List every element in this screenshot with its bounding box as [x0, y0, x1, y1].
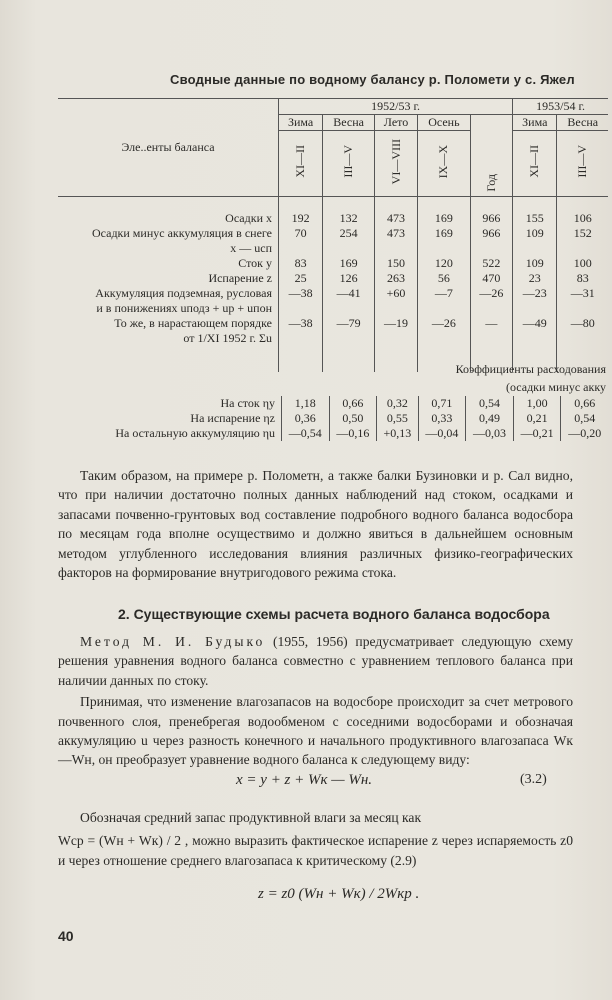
page-number: 40 — [58, 928, 74, 944]
table-cell: 966 — [470, 197, 513, 227]
table-cell: 473 — [374, 197, 417, 227]
paragraph-2-text: (1955, 1956) предусматривает следующую схему решения уравнения водного баланса совместно с уравнением теплового баланса при наличии данных по стоку. — [58, 634, 573, 688]
year-header-1952: 1952/53 г. — [279, 99, 513, 115]
row-label: x — uсп — [230, 241, 272, 255]
table-cell — [418, 241, 471, 256]
coefficients-note — [456, 360, 606, 396]
water-balance-table — [58, 98, 608, 372]
table-cell: 966 — [470, 226, 513, 241]
coefficient-cell: —0,54 — [282, 426, 330, 441]
months-header: XI—II — [293, 145, 308, 178]
table-cell: 169 — [418, 226, 471, 241]
year-total-header: Год — [483, 174, 498, 192]
table-row — [58, 197, 608, 227]
table-row — [58, 316, 608, 331]
table-cell: —41 — [323, 286, 375, 301]
months-header: XI—II — [527, 145, 542, 178]
coefficient-row — [58, 411, 608, 426]
table-cell: —26 — [470, 286, 513, 301]
season-header: Лето — [374, 115, 417, 131]
table-cell — [513, 301, 557, 316]
table-cell: 83 — [557, 271, 608, 286]
table-cell: —31 — [557, 286, 608, 301]
equation-3-2: x = y + z + Wк — Wн. — [236, 772, 373, 788]
table-cell: —38 — [279, 286, 323, 301]
table-cell: 100 — [557, 256, 608, 271]
table-cell: 473 — [374, 226, 417, 241]
coefficient-cell: —0,03 — [466, 426, 514, 441]
table-cell: 120 — [418, 256, 471, 271]
method-author: Метод М. И. Будыко — [80, 634, 266, 649]
table-cell — [557, 331, 608, 346]
coefficient-cell: 0,54 — [466, 396, 514, 411]
table-cell: 470 — [470, 271, 513, 286]
table-cell: 23 — [513, 271, 557, 286]
table-cell: —26 — [418, 316, 471, 331]
paragraph-1: Таким образом, на примере р. Полометн, а также балки Бузиновки и р. Сал видно, что при наличии достаточно полных данных наблюдений над стоком, осадками и запасами почвенно-грунтовых вод составление подробного водного баланса водосбора по месяцам года вполне осуществимо и должно явиться в дальнейшем основным методом углубленного исследования влияния различных физико-географических факторов на формирование внутригодового режима стока. — [58, 468, 573, 581]
table-cell — [557, 301, 608, 316]
months-header: IX—X — [436, 144, 451, 179]
table-cell: 109 — [513, 256, 557, 271]
season-header: Осень — [418, 115, 471, 131]
table-cell — [557, 241, 608, 256]
table-cell — [470, 301, 513, 316]
table-cell — [279, 331, 323, 346]
coefficient-label: На остальную аккумуляцию ηu — [115, 426, 275, 440]
months-header: VI—VIII — [388, 138, 403, 185]
row-label: Сток y — [238, 256, 272, 270]
table-cell: 254 — [323, 226, 375, 241]
coefficients-table — [58, 396, 608, 441]
season-header: Весна — [557, 115, 608, 131]
year-header-1953: 1953/54 г. — [513, 99, 608, 115]
table-cell — [279, 301, 323, 316]
coefficients-subtitle: (осадки минус акку — [505, 380, 606, 394]
coefficient-cell: 1,18 — [282, 396, 330, 411]
table-cell — [418, 331, 471, 346]
table-cell: 126 — [323, 271, 375, 286]
coefficient-cell: 0,32 — [377, 396, 418, 411]
table-cell: 109 — [513, 226, 557, 241]
months-header: III—V — [575, 145, 590, 178]
coefficients-title: Коэффициенты расходования — [455, 362, 606, 376]
stub-header: Эле..енты баланса — [58, 99, 279, 197]
table-cell: —23 — [513, 286, 557, 301]
coefficient-cell: —0,21 — [513, 426, 561, 441]
table-cell: 83 — [279, 256, 323, 271]
row-label: Осадки минус аккумуляция в снеге — [91, 226, 272, 240]
coefficient-label: На сток ηy — [220, 396, 275, 410]
row-label: и в понижениях uподз + uр + uпон — [96, 301, 272, 315]
table-cell: —19 — [374, 316, 417, 331]
table-cell — [323, 241, 375, 256]
table-row — [58, 271, 608, 286]
table-cell — [513, 241, 557, 256]
table-cell — [513, 331, 557, 346]
section-title: 2. Существующие схемы расчета водного баланса водосбора — [118, 606, 550, 622]
season-header: Зима — [513, 115, 557, 131]
coefficient-cell: +0,13 — [377, 426, 418, 441]
table-cell: 155 — [513, 197, 557, 227]
table-row — [58, 256, 608, 271]
table-row — [58, 226, 608, 241]
coefficient-cell: 0,50 — [329, 411, 377, 426]
coefficients-body — [58, 396, 608, 441]
table-cell: —38 — [279, 316, 323, 331]
coefficient-cell: 0,66 — [329, 396, 377, 411]
table-cell — [374, 331, 417, 346]
table-cell — [279, 241, 323, 256]
season-header: Весна — [323, 115, 375, 131]
table-cell: 522 — [470, 256, 513, 271]
paragraph-4 — [58, 808, 573, 870]
row-label: Испарение z — [208, 271, 272, 285]
table-cell — [374, 301, 417, 316]
table-cell: —7 — [418, 286, 471, 301]
row-label: То же, в нарастающем порядке — [114, 316, 272, 330]
table-cell: 152 — [557, 226, 608, 241]
table-caption: Сводные данные по водному балансу р. Поломети у с. Яжел — [170, 72, 575, 87]
table-cell: —49 — [513, 316, 557, 331]
coefficient-cell: 0,49 — [466, 411, 514, 426]
table-cell: — — [470, 316, 513, 331]
months-header: III—V — [341, 145, 356, 178]
table-cell: 150 — [374, 256, 417, 271]
table-cell: 263 — [374, 271, 417, 286]
table-cell: +60 — [374, 286, 417, 301]
equation-number: (3.2) — [520, 772, 547, 787]
paragraph-2 — [58, 632, 573, 770]
coefficient-cell: 0,66 — [561, 396, 608, 411]
table-cell — [374, 241, 417, 256]
table-cell — [470, 241, 513, 256]
table-body — [58, 197, 608, 373]
table-cell: 132 — [323, 197, 375, 227]
row-label: Аккумуляция подземная, русловая — [95, 286, 272, 300]
table-cell: 169 — [323, 256, 375, 271]
table-cell: 25 — [279, 271, 323, 286]
table-cell: 192 — [279, 197, 323, 227]
table-row — [58, 241, 608, 256]
table-cell: 70 — [279, 226, 323, 241]
paragraph-4-rest: Wср = (Wн + Wк) / 2 , можно выразить фактическое испарение z через испаряемость z0 и через отношение среднего влагозапаса к критическому (2.9) — [58, 833, 573, 868]
table-cell: —80 — [557, 316, 608, 331]
coefficient-label: На испарение ηz — [190, 411, 275, 425]
coefficient-cell: —0,04 — [418, 426, 466, 441]
table-cell: 106 — [557, 197, 608, 227]
coefficient-cell: 0,55 — [377, 411, 418, 426]
paragraph-4-line1: Обозначая средний запас продуктивной влаги за месяц как — [80, 810, 422, 825]
table-cell: 56 — [418, 271, 471, 286]
table-cell: —79 — [323, 316, 375, 331]
table-cell — [470, 331, 513, 346]
coefficient-cell: 0,71 — [418, 396, 466, 411]
table-cell — [323, 331, 375, 346]
coefficient-row — [58, 396, 608, 411]
table-row — [58, 331, 608, 346]
coefficient-cell: 0,21 — [513, 411, 561, 426]
season-header: Зима — [279, 115, 323, 131]
table-row — [58, 286, 608, 301]
coefficient-cell: 0,33 — [418, 411, 466, 426]
coefficient-cell: 0,54 — [561, 411, 608, 426]
equation-evaporation: z = z0 (Wн + Wк) / 2Wкр . — [258, 886, 420, 902]
coefficient-cell: 0,36 — [282, 411, 330, 426]
coefficient-cell: —0,20 — [561, 426, 608, 441]
row-label: Осадки x — [225, 211, 272, 225]
coefficient-cell: —0,16 — [329, 426, 377, 441]
coefficient-row — [58, 426, 608, 441]
coefficient-cell: 1,00 — [513, 396, 561, 411]
row-label: от 1/XI 1952 г. Σu — [183, 331, 272, 345]
table-cell: 169 — [418, 197, 471, 227]
paragraph-3: Принимая, что изменение влагозапасов на водосборе происходит за счет метрового почвенного слоя, пренебрегая водообменом с соседними водосборами и обозначая аккумуляцию u через разность конечного и начального продуктивного влагозапаса Wк—Wн, он преобразует уравнение водного баланса к следующему виду: — [58, 694, 573, 768]
table-cell — [323, 301, 375, 316]
table-row — [58, 301, 608, 316]
table-cell — [418, 301, 471, 316]
